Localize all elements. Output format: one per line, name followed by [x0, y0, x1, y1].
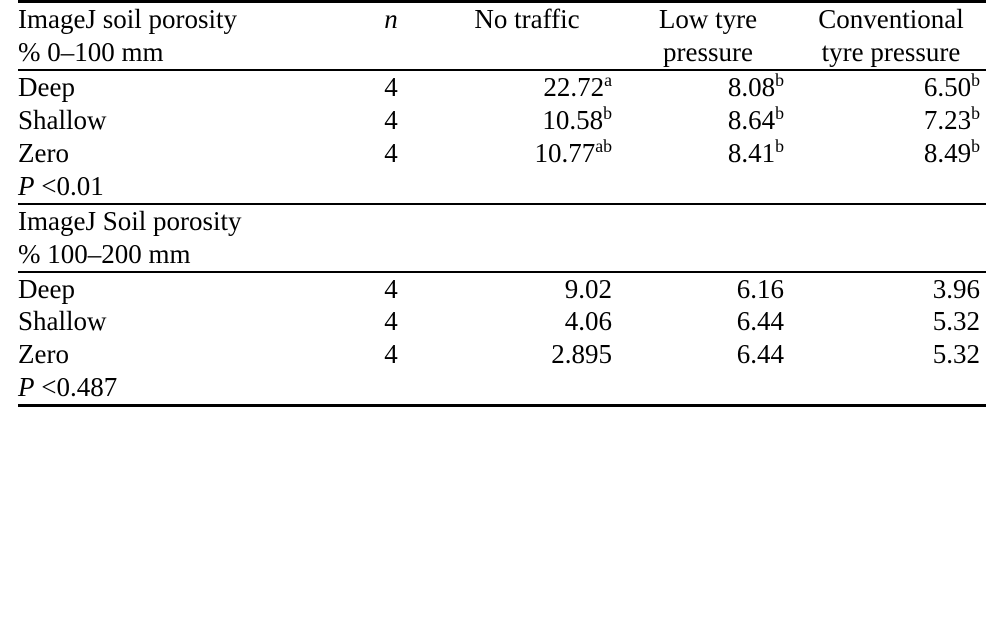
- row-value-low-tyre: 6.44: [736, 306, 784, 337]
- value-text: 7.23: [923, 104, 972, 135]
- header-label-line1: ImageJ soil porosity: [18, 4, 237, 34]
- value-superscript: b: [775, 102, 784, 123]
- value-superscript: b: [603, 102, 612, 123]
- row-value-low-tyre: 6.44: [736, 339, 784, 370]
- row-label: Shallow: [18, 306, 107, 337]
- row-value-no-traffic: [434, 137, 620, 170]
- header2-cell-empty-2: [620, 204, 796, 272]
- row-value-low-tyre: [620, 70, 796, 104]
- row-value-conventional: 3.96: [796, 272, 986, 306]
- row-value-no-traffic: 9.02: [434, 272, 620, 306]
- value-superscript: b: [775, 135, 784, 156]
- header-cell-label-2: [18, 204, 348, 272]
- value-text: 10.58: [542, 104, 604, 135]
- value-text: 8.41: [727, 137, 776, 168]
- value-superscript: b: [971, 102, 980, 123]
- header2-cell-empty-n: [348, 204, 434, 272]
- header-low-tyre-line2: pressure: [663, 36, 753, 67]
- row-value-low-tyre: 6.16: [620, 272, 796, 306]
- row-n: 4: [384, 104, 398, 135]
- value-superscript: b: [971, 69, 980, 90]
- header2-cell-empty-3: [796, 204, 986, 272]
- row-value-conventional: [796, 70, 986, 104]
- table-row: [18, 70, 986, 104]
- row-value-conventional: [796, 137, 986, 170]
- value-superscript: a: [604, 69, 612, 90]
- value-text: 8.64: [727, 104, 776, 135]
- row-label: Zero: [18, 137, 69, 168]
- header2-label-line1: ImageJ Soil porosity: [18, 205, 242, 236]
- p-threshold: <0.01: [34, 170, 104, 201]
- value-superscript: b: [775, 69, 784, 90]
- row-n: 4: [384, 137, 398, 168]
- value-superscript: b: [971, 135, 980, 156]
- header-cell-n: n: [348, 2, 434, 70]
- row-label: Deep: [18, 70, 348, 104]
- header-cell-low-tyre-pressure: [620, 2, 796, 70]
- row-value-conventional: [796, 104, 986, 137]
- p-symbol: P: [18, 372, 35, 403]
- p-value-row-section1: [18, 170, 986, 204]
- row-value-low-tyre: [620, 137, 796, 170]
- p-value-cell: [18, 170, 986, 204]
- value-text: 22.72: [543, 71, 605, 102]
- table-row: [18, 272, 986, 306]
- soil-porosity-table: [18, 0, 986, 407]
- table-row: [18, 338, 986, 371]
- p-threshold: <0.487: [34, 372, 118, 403]
- table-row: [18, 137, 986, 170]
- value-text: 10.77: [534, 137, 596, 168]
- value-text: 8.49: [923, 137, 972, 168]
- header2-label-line2: % 100–200 mm: [18, 238, 191, 269]
- row-n: 4: [348, 272, 434, 306]
- table-header-row-section1: [18, 2, 986, 70]
- row-n: 4: [348, 70, 434, 104]
- row-value-no-traffic: 4.06: [564, 306, 612, 337]
- row-value-no-traffic: 2.895: [551, 339, 612, 370]
- p-value-row-section2: [18, 371, 986, 405]
- header-cell-label: [18, 2, 348, 70]
- row-n: 4: [384, 306, 398, 337]
- row-label: Zero: [18, 339, 69, 370]
- table-row: [18, 104, 986, 137]
- row-value-low-tyre: [620, 104, 796, 137]
- row-label: Shallow: [18, 104, 107, 135]
- value-text: 6.50: [923, 71, 972, 102]
- header-label-line2: % 0–100 mm: [18, 36, 164, 67]
- row-n: 4: [384, 339, 398, 370]
- row-value-no-traffic: [434, 104, 620, 137]
- row-value-conventional: 5.32: [932, 306, 980, 337]
- row-label: Deep: [18, 272, 348, 306]
- value-superscript: ab: [595, 135, 612, 156]
- p-symbol: P: [18, 170, 35, 201]
- header-conventional-line2: tyre pressure: [821, 36, 961, 67]
- p-value-cell: [18, 371, 986, 405]
- row-value-conventional: 5.32: [932, 339, 980, 370]
- header-low-tyre-line1: Low tyre: [658, 4, 758, 34]
- header-cell-conventional-tyre-pressure: [796, 2, 986, 70]
- header-cell-no-traffic: [434, 2, 620, 70]
- header2-cell-empty-1: [434, 204, 620, 272]
- header-conventional-line1: Conventional: [818, 4, 964, 34]
- row-value-no-traffic: [434, 70, 620, 104]
- header-no-traffic-line1: No traffic: [474, 4, 580, 34]
- table-header-row-section2: [18, 204, 986, 272]
- value-text: 8.08: [727, 71, 776, 102]
- table-row: [18, 305, 986, 338]
